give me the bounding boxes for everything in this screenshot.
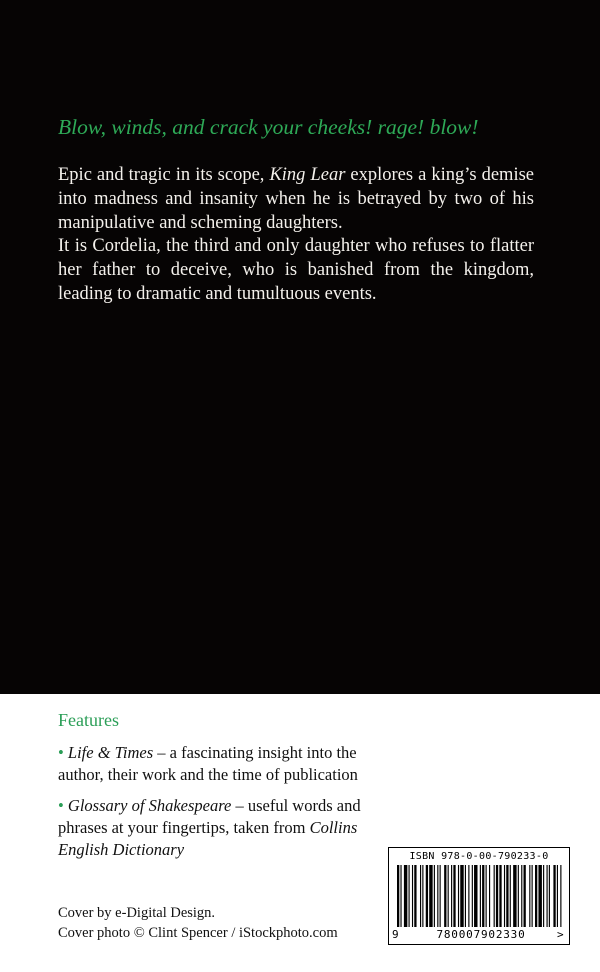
cover-quote: Blow, winds, and crack your cheeks! rage! blow! <box>58 115 479 139</box>
cover-blurb <box>58 164 534 307</box>
cover-credits <box>58 903 338 943</box>
credit-design: Cover by e-Digital Design. <box>58 905 216 921</box>
barcode-icon <box>395 865 563 927</box>
feature-item <box>58 795 403 861</box>
feature-text: – a fascinating insight into the author, their work and the time of publication <box>58 743 358 784</box>
feature-title: Glossary of Shakespeare <box>67 796 232 815</box>
barcode-first-digit: 9 <box>392 928 399 941</box>
blurb-book-title: King Lear <box>269 165 346 185</box>
feature-item <box>58 742 403 786</box>
barcode-digit-string: 780007902330 <box>436 928 526 941</box>
blurb-paragraph-1 <box>58 164 534 235</box>
blurb-text-1: Epic and tragic in its scope, <box>58 165 270 185</box>
isbn-label: ISBN 978-0-00-790233-0 <box>409 851 549 862</box>
feature-text: – useful words and phrases at your fingertips, taken from <box>58 796 361 837</box>
cover-white-panel <box>0 694 600 972</box>
bullet-icon: • <box>58 743 64 762</box>
features-heading: Features <box>58 710 119 730</box>
barcode-quiet-zone-mark: > <box>557 928 564 941</box>
credit-photo: Cover photo © Clint Spencer / iStockphoto.com <box>58 925 338 941</box>
feature-title: Life & Times <box>67 743 154 762</box>
feature-source: Collins English Dictionary <box>58 818 358 859</box>
isbn-barcode <box>388 847 570 945</box>
blurb-paragraph-2: It is Cordelia, the third and only daughter who refuses to flatter her father to deceive, who is banished from the kingdom, leading to dramatic and tumultuous events. <box>58 236 534 304</box>
bullet-icon: • <box>58 796 64 815</box>
blurb-text-2: explores a king’s demise into madness and insanity when he is betrayed by two of his manipulative and scheming daughters. <box>58 165 534 233</box>
